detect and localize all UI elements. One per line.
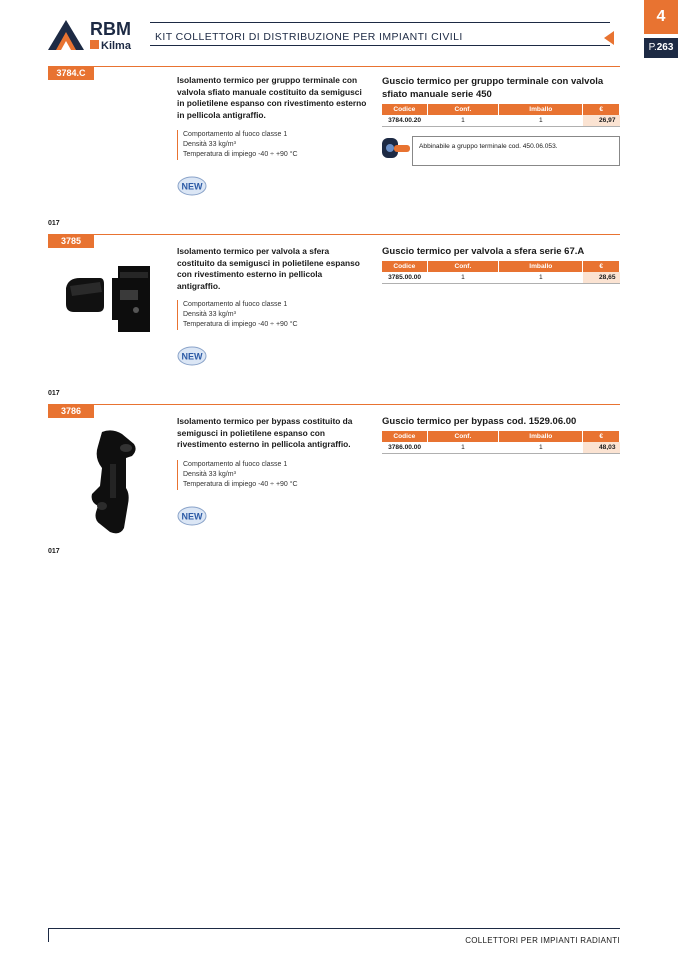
cell-price: 28,65 bbox=[583, 272, 620, 284]
product-title: Guscio termico per bypass cod. 1529.06.00 bbox=[382, 416, 577, 427]
page-number: 263 bbox=[656, 42, 674, 53]
chapter-tab: 4 bbox=[644, 0, 678, 34]
footer-section-title: COLLETTORI PER IMPIANTI RADIANTI bbox=[465, 936, 620, 945]
cell-conf: 1 bbox=[427, 115, 498, 127]
page-code: 017 bbox=[48, 220, 60, 227]
product-title: Guscio termico per gruppo terminale con valvola sfiato manuale serie 450 bbox=[382, 76, 604, 100]
section-rule bbox=[48, 66, 620, 67]
table-row bbox=[382, 442, 620, 454]
header-title: KIT COLLETTORI DI DISTRIBUZIONE PER IMPIANTI CIVILI bbox=[155, 31, 463, 43]
price-table bbox=[382, 104, 620, 127]
spec-temperature: Temperatura di impiego -40 ÷ +90 °C bbox=[183, 321, 298, 328]
price-table bbox=[382, 431, 620, 454]
cell-imballo: 1 bbox=[499, 442, 583, 454]
th-code: Codice bbox=[382, 261, 427, 272]
new-badge-icon bbox=[177, 506, 207, 526]
th-code: Codice bbox=[382, 431, 427, 442]
cell-code: 3786.00.00 bbox=[382, 442, 427, 454]
spec-fire: Comportamento al fuoco classe 1 bbox=[183, 131, 288, 138]
th-conf: Conf. bbox=[427, 104, 498, 115]
page-prefix: P. bbox=[648, 42, 657, 53]
table-row bbox=[382, 272, 620, 284]
new-badge-icon bbox=[177, 346, 207, 366]
cell-code: 3785.00.00 bbox=[382, 272, 427, 284]
badge-label: NEW bbox=[181, 351, 203, 362]
th-imballo: Imballo bbox=[499, 431, 583, 442]
section-code-3786: 3786 bbox=[48, 404, 94, 418]
th-price: € bbox=[583, 261, 620, 272]
section-description: Isolamento termico per valvola a sfera costituito da semigusci in polietilene espanso con rivestimento esterno in pellicola antigraffio. bbox=[177, 246, 360, 291]
th-imballo: Imballo bbox=[499, 261, 583, 272]
th-conf: Conf. bbox=[427, 261, 498, 272]
price-table bbox=[382, 261, 620, 284]
cell-price: 26,97 bbox=[583, 115, 620, 127]
cell-imballo: 1 bbox=[499, 272, 583, 284]
new-badge-icon bbox=[177, 176, 207, 196]
section-specs bbox=[177, 460, 353, 490]
th-price: € bbox=[583, 431, 620, 442]
badge-label: NEW bbox=[181, 181, 203, 192]
header-rule bbox=[150, 45, 610, 46]
cell-code: 3784.00.20 bbox=[382, 115, 427, 127]
section-code-3784c: 3784.C bbox=[48, 66, 94, 80]
spec-density: Densità 33 kg/m³ bbox=[183, 311, 236, 318]
bypass-shell-image bbox=[80, 428, 140, 538]
logo-brand-top: RBM bbox=[90, 19, 131, 39]
th-conf: Conf. bbox=[427, 431, 498, 442]
section-specs bbox=[177, 300, 353, 330]
section-rule bbox=[48, 404, 620, 405]
spec-temperature: Temperatura di impiego -40 ÷ +90 °C bbox=[183, 151, 298, 158]
footer-tick bbox=[48, 928, 49, 942]
page-number-tab bbox=[644, 38, 678, 58]
logo-brand-bottom: Kilma bbox=[101, 40, 131, 52]
header-top-rule bbox=[150, 22, 610, 23]
spec-fire: Comportamento al fuoco classe 1 bbox=[183, 301, 288, 308]
section-code-3785: 3785 bbox=[48, 234, 94, 248]
spec-temperature: Temperatura di impiego -40 ÷ +90 °C bbox=[183, 481, 298, 488]
cell-conf: 1 bbox=[427, 272, 498, 284]
header-arrow-icon bbox=[604, 31, 614, 45]
cell-imballo: 1 bbox=[499, 115, 583, 127]
section-description: Isolamento termico per gruppo terminale con valvola sfiato manuale costituito da semigusci in polietilene espanso con rivestimento esterno in pellicola antigraffio. bbox=[177, 75, 367, 120]
product-title: Guscio termico per valvola a sfera serie 67.A bbox=[382, 246, 585, 257]
section-specs bbox=[177, 130, 353, 160]
page-code: 017 bbox=[48, 548, 60, 555]
section-rule bbox=[48, 234, 620, 235]
th-imballo: Imballo bbox=[499, 104, 583, 115]
cell-price: 48,03 bbox=[583, 442, 620, 454]
section-description: Isolamento termico per bypass costituito da semigusci in polietilene espanso con rivestimento esterno in pellicola antigraffio. bbox=[177, 416, 353, 449]
spec-density: Densità 33 kg/m³ bbox=[183, 141, 236, 148]
table-row bbox=[382, 115, 620, 127]
page-code: 017 bbox=[48, 390, 60, 397]
th-code: Codice bbox=[382, 104, 427, 115]
ball-valve-shell-image bbox=[60, 262, 160, 342]
spec-fire: Comportamento al fuoco classe 1 bbox=[183, 461, 288, 468]
footer-rule bbox=[48, 928, 620, 929]
cell-conf: 1 bbox=[427, 442, 498, 454]
badge-label: NEW bbox=[181, 511, 203, 522]
rbm-kilma-logo bbox=[48, 18, 148, 52]
spec-density: Densità 33 kg/m³ bbox=[183, 471, 236, 478]
combination-icon bbox=[382, 137, 412, 159]
note-box: Abbinabile a gruppo terminale cod. 450.06.053. bbox=[412, 136, 620, 166]
th-price: € bbox=[583, 104, 620, 115]
